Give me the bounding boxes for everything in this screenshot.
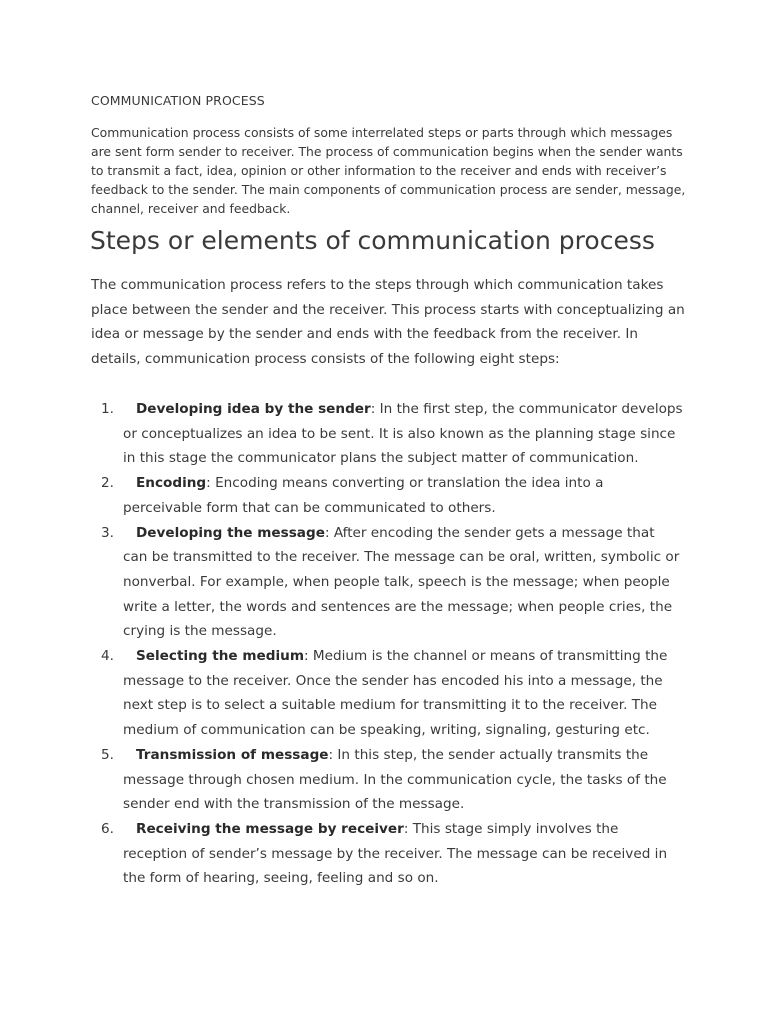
step-number: 6.	[101, 820, 114, 837]
step-term: Developing the message	[136, 524, 325, 541]
step-term: Encoding	[136, 475, 207, 492]
intro-paragraph: Communication process consists of some interrelated steps or parts through which messages are sent form sender to receiver. The process of communication begins when the sender wants to transmit a fact, idea, opinion or other information to the receiver and ends with receiver’s feedback to the sender. The main components of communication process are sender, message, channel, receiver and feedback.	[91, 125, 686, 216]
section-lead-paragraph: The communication process refers to the steps through which communication takes place between the sender and the receiver. This process starts with conceptualizing an idea or message by the sender and ends with the feedback from the receiver. In details, communication process consists of the following eight steps:	[91, 277, 685, 368]
step-number: 2.	[101, 475, 114, 492]
step-number: 4.	[101, 648, 114, 665]
step-text: : In this step, the sender actually transmits the message through chosen medium. In the communication cycle, the tasks of the sender end with the transmission of the message.	[123, 746, 667, 813]
step-item	[0, 817, 683, 891]
step-text: : This stage simply involves the reception of sender’s message by the receiver. The message can be received in the form of hearing, seeing, feeling and so on.	[123, 820, 668, 887]
step-text: : Encoding means converting or translation the idea into a perceivable form that can be communicated to others.	[123, 475, 604, 516]
step-term: Receiving the message by receiver	[136, 820, 404, 837]
step-number: 5.	[101, 746, 114, 763]
step-text: : After encoding the sender gets a message that can be transmitted to the receiver. The message can be oral, written, symbolic or nonverbal. For example, when people talk, speech is the message; when people write a letter, the words and sentences are the message; when people cries, the crying is the message.	[123, 524, 680, 640]
section-heading: Steps or elements of communication process	[90, 226, 655, 255]
step-term: Selecting the medium	[136, 648, 304, 665]
step-item	[0, 521, 683, 645]
step-item	[0, 397, 683, 471]
step-term: Developing idea by the sender	[136, 401, 371, 417]
steps-list	[0, 397, 768, 891]
step-term: Transmission of message	[136, 746, 329, 763]
document-title: COMMUNICATION PROCESS	[91, 93, 265, 108]
step-text: : In the first step, the communicator develops or conceptualizes an idea to be sent. It is also known as the planning stage since in this stage the communicator plans the subject matter of communication.	[123, 401, 683, 467]
step-number: 1.	[101, 401, 114, 417]
step-text: : Medium is the channel or means of transmitting the message to the receiver. Once the sender has encoded his into a message, the next step is to select a suitable medium for transmitting it to the receiver. The medium of communication can be speaking, writing, signaling, gesturing etc.	[123, 648, 668, 739]
step-item	[0, 743, 683, 817]
step-number: 3.	[101, 524, 114, 541]
step-item	[0, 471, 683, 520]
step-item	[0, 644, 683, 743]
